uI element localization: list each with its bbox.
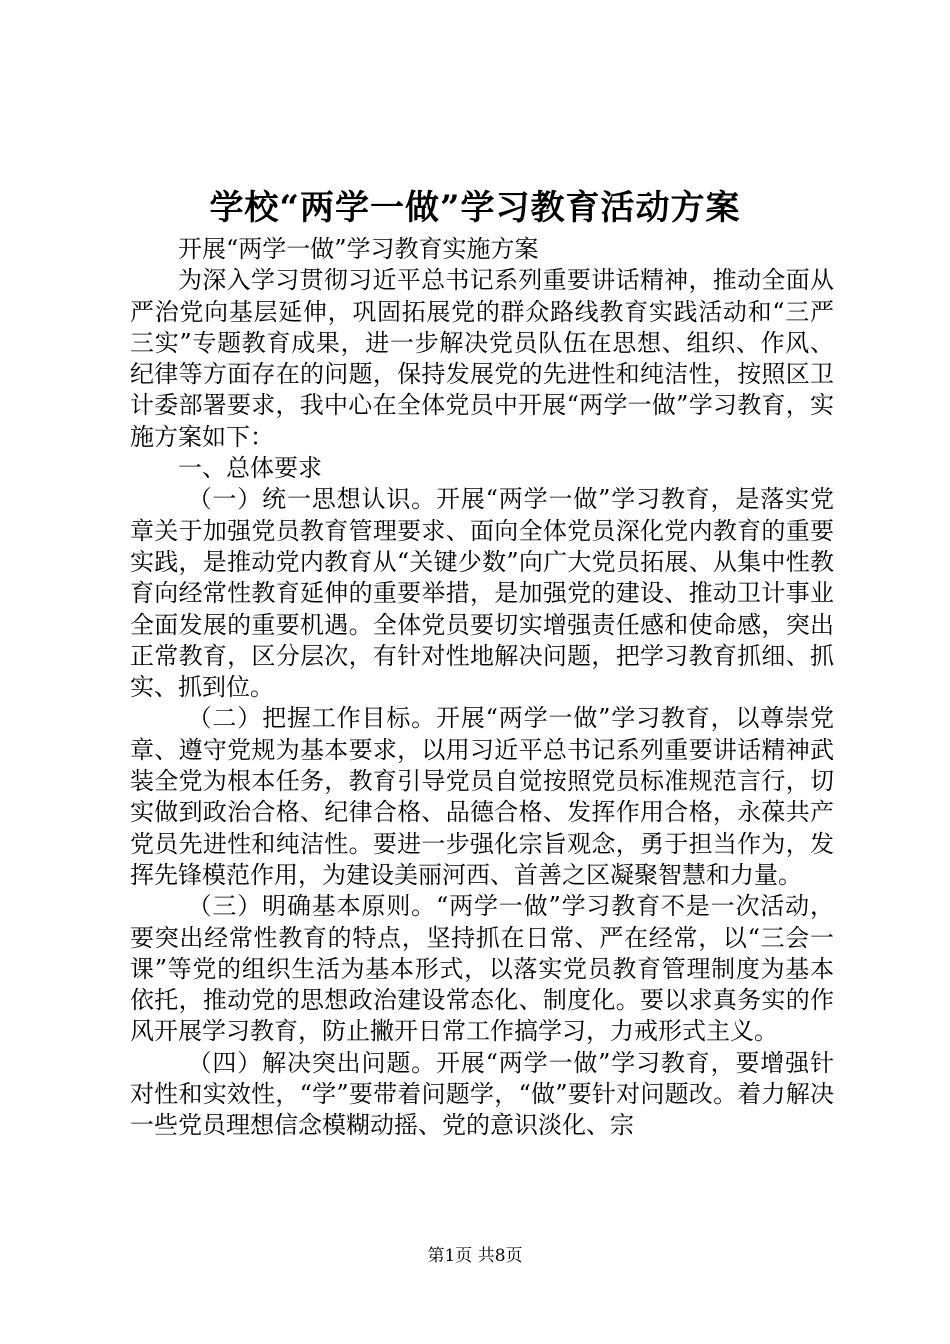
- item-paragraph-1: （一）统一思想认识。开展“两学一做”学习教育，是落实党章关于加强党员教育管理要求、面向全体党员深化党内教育的重要实践，是推动党内教育从“关键少数”向广大党员拓展、从集中性教育向经常性教育延伸的重要举措，是加强党的建设、推动卫计事业全面发展的重要机遇。全体党员要切实增强责任感和使命感，突出正常教育，区分层次，有针对性地解决问题，把学习教育抓细、抓实、抓到位。: [130, 485, 834, 702]
- item-paragraph-3: （三）明确基本原则。“两学一做”学习教育不是一次活动，要突出经常性教育的特点，坚持抓在日常、严在经常，以“三会一课”等党的组织生活为基本形式，以落实党员教育管理制度为基本依托，推动党的思想政治建设常态化、制度化。要以求真务实的作风开展学习教育，防止撇开日常工作搞学习，力戒形式主义。: [130, 892, 834, 1046]
- item-paragraph-2: （二）把握工作目标。开展“两学一做”学习教育，以尊崇党章、遵守党规为基本要求，以用习近平总书记系列重要讲话精神武装全党为根本任务，教育引导党员自觉按照党员标准规范言行，切实做到政治合格、纪律合格、品德合格、发挥作用合格，永葆共产党员先进性和纯洁性。要进一步强化宗旨观念，勇于担当作为，发挥先锋模范作用，为建设美丽河西、首善之区凝聚智慧和力量。: [130, 704, 834, 889]
- document-body: [130, 234, 834, 1142]
- section-heading: 一、总体要求: [178, 454, 322, 483]
- subtitle-paragraph: 开展“两学一做”学习教育实施方案: [178, 235, 539, 263]
- document-title: 学校“两学一做”学习教育活动方案: [209, 188, 741, 228]
- page-number-footer: 第1页 共8页: [427, 1246, 523, 1266]
- intro-paragraph: 为深入学习贯彻习近平总书记系列重要讲话精神，推动全面从严治党向基层延伸，巩固拓展党的群众路线教育实践活动和“三严三实”专题教育成果，进一步解决党员队伍在思想、组织、作风、纪律等方面存在的问题，保持发展党的先进性和纯洁性，按照区卫计委部署要求，我中心在全体党员中开展“两学一做”学习教育，实施方案如下：: [130, 266, 834, 451]
- item-paragraph-4: （四）解决突出问题。开展“两学一做”学习教育，要增强针对性和实效性，“学”要带着问题学，“做”要针对问题改。着力解决一些党员理想信念模糊动摇、党的意识淡化、宗: [130, 1048, 834, 1140]
